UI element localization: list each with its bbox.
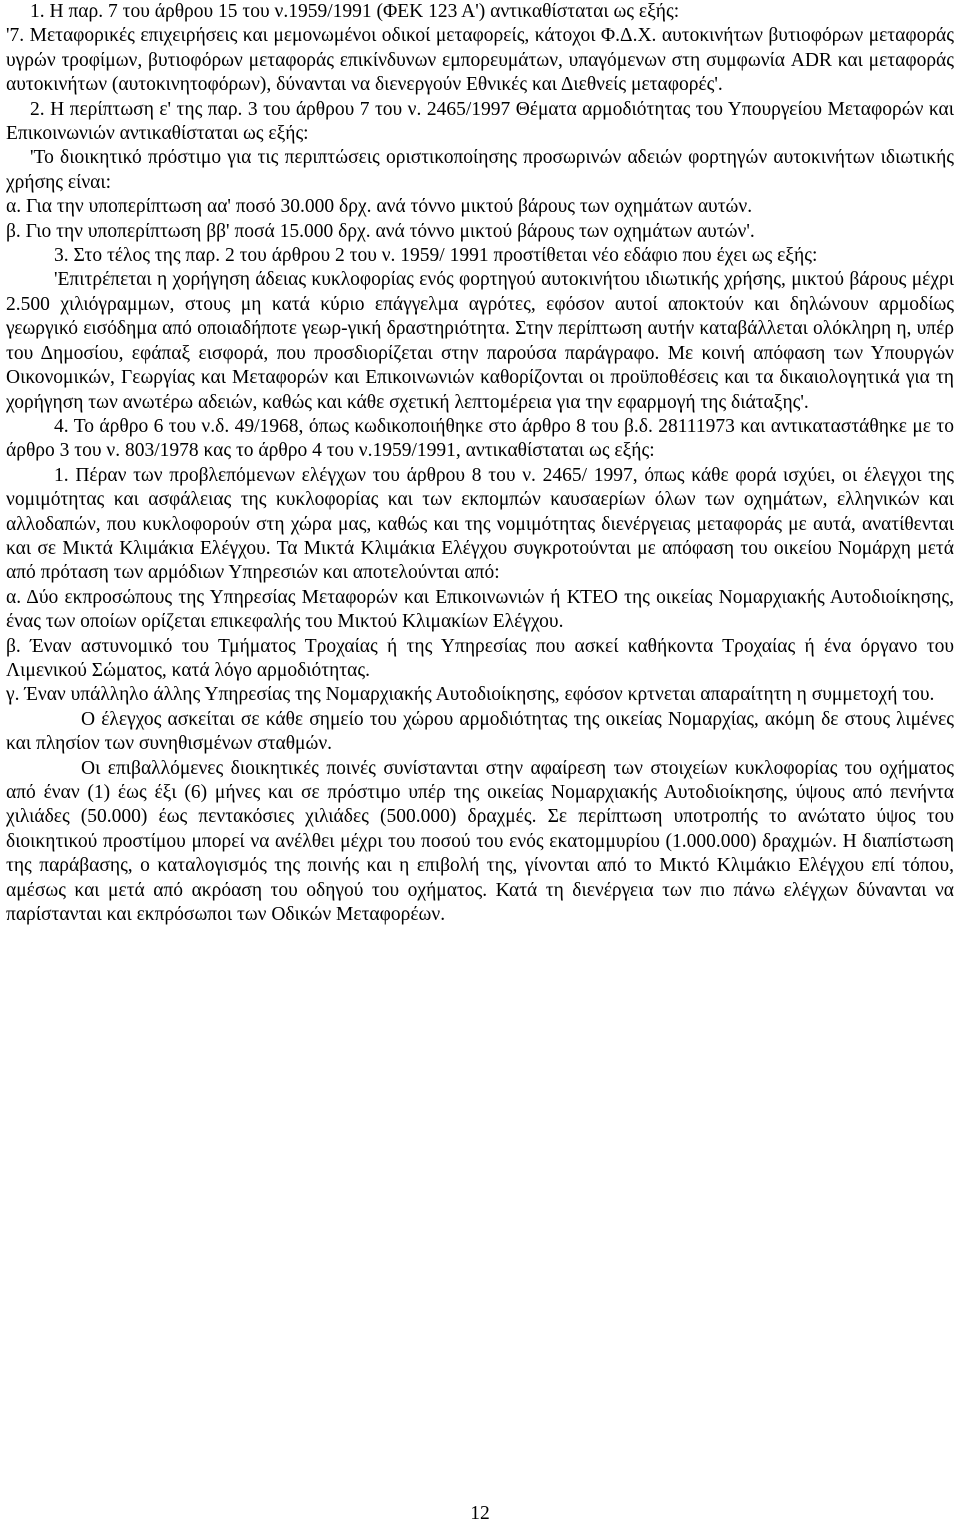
paragraph-fine-a: α. Για την υποπερίπτωση αα' ποσό 30.000 δρχ. ανά τόννο μικτού βάρους των οχημάτων αυτών.: [6, 196, 753, 218]
paragraph-amendment-1: 1. Η παρ. 7 του άρθρου 15 του ν.1959/1991 (ΦΕΚ 123 Α') αντικαθίσταται ως εξής:: [30, 1, 680, 22]
paragraph-amendment-3: 3. Στο τέλος της παρ. 2 του άρθρου 2 του ν. 1959/ 1991 προστίθεται νέο εδάφιο που έχει ως εξής:: [54, 245, 818, 267]
paragraph-quoted-7: '7. Μεταφορικές επιχειρήσεις και μεμονωμένοι οδικοί μεταφορείς, κάτοχοι Φ.Δ.Χ. αυτοκινήτων βυτιοφόρων μεταφοράς υγρών τροφίμων, βυτιοφόρων μεταφοράς επικίνδυνων εμπορευμάτων, υπαγόμενων στη συμφωνία ADR και μεταφοράς αυτοκινήτων (αυτοκινητοφόρων), δύνανται να διενεργούν Εθνικές και Διεθνείς μεταφορές'.: [6, 25, 954, 96]
paragraph-control-area: Ο έλεγχος ασκείται σε κάθε σημείο του χώρου αρμοδιότητας της οικείας Νομαρχίας, ακόμη δε στους λιμένες και πλησίον των συνηθισμένων σταθμών.: [6, 708, 954, 755]
paragraph-control-b: β. Έναν αστυνομικό του Τμήματος Τροχαίας ή της Υπηρεσίας που ασκεί καθήκοντα Τροχαίας ή ένα όργανο του Λιμενικού Σώματος, κατά λόγο αρμοδιότητας.: [6, 635, 954, 681]
paragraph-control-c: γ. Έναν υπάλληλο άλλης Υπηρεσίας της Νομαρχιακής Αυτοδιοίκησης, εφόσον κρτνεται απαραίτητη η συμμετοχή του.: [6, 684, 935, 706]
page-number: 12: [470, 1503, 490, 1524]
document-body: [6, 0, 954, 927]
paragraph-control-1: 1. Πέραν των προβλεπόμενων ελέγχων του άρθρου 8 του ν. 2465/ 1997, όπως κάθε φορά ισχύει, οι έλεγχοι της νομιμότητας και ασφάλειας της κυκλοφορίας και των εκπομπών καυσαερίων όλων των οχημάτων, ελληνικών και αλλοδαπών, που κυκλοφορούν στη χώρα μας, καθώς και της νομιμότητας διενέργειας μεταφοράς με αυτά, ανατίθενται και σε Μικτά Κλιμάκια Ελέγχου. Τα Μικτά Κλιμάκια Ελέγχου συγκροτούνται με απόφαση του οικείου Νομάρχη μετά από πρόταση των αρμόδιων Υπηρεσιών και αποτελούνται από:: [6, 464, 954, 584]
paragraph-penalties: Οι επιβαλλόμενες διοικητικές ποινές συνίστανται στην αφαίρεση των στοιχείων κυκλοφορίας του οχήματος από έναν (1) έως έξι (6) μήνες και σε πρόστιμο υπέρ της οικείας Νομαρχιακής Αυτοδιοίκησης, ύψους από πενήντα χιλιάδες (50.000) έως πεντακόσιες χιλιάδες (500.000) δραχμές. Σε περίπτωση υποτροπής το ανώτατο ύψος του διοικητικού προστίμου μπορεί να ανέλθει μέχρι του ποσού του ενός εκατομμυρίου (1.000.000) δραχμών. Η διαπίστωση της παράβασης, ο καταλογισμός της ποινής και η επιβολή της, γίνονται από το Μικτό Κλιμάκιο Ελέγχου επί τόπου, αμέσως και μετά από ακρόαση του οδηγού του οχήματος. Κατά τη διενέργεια των πιο πάνω ελέγχων δύνανται να παρίστανται και εκπρόσωποι των Οδικών Μεταφορέων.: [6, 757, 954, 926]
paragraph-amendment-2: 2. Η περίπτωση ε' της παρ. 3 του άρθρου 7 του ν. 2465/1997 Θέματα αρμοδιότητας του Υπουργείου Μεταφορών και Επικοινωνιών αντικαθίσταται ως εξής:: [6, 98, 954, 145]
paragraph-license-text: 'Επιτρέπεται η χορήγηση άδειας κυκλοφορίας ενός φορτηγού αυτοκινήτου ιδιωτικής χρήσης, μικτού βάρους μέχρι 2.500 χιλιόγραμμων, στους μη κατά κύριο επάγγελμα αγρότες, εφόσον αυτοί αποκτούν και δηλώνουν αρμοδίως γεωργικό εισόδημα από οποιαδήποτε γεωρ-γική δραστηριότητα. Στην περίπτωση αυτήν καταβάλλεται ολόκληρη η, υπέρ του Δημοσίου, εφάπαξ εισφορά, που προσδιορίζεται στην παρούσα παράγραφο. Με κοινή απόφαση των Υπουργών Οικονομικών, Γεωργίας και Μεταφορών και Επικοινωνιών καθορίζονται οι προϋποθέσεις και τα δικαιολογητικά για τη χορήγηση των ανωτέρω αδειών, καθώς και κάθε σχετική λεπτομέρεια για την εφαρμογή της διάταξης'.: [6, 269, 954, 413]
paragraph-control-a: α. Δύο εκπροσώπους της Υπηρεσίας Μεταφορών και Επικοινωνιών ή ΚΤΕΟ της οικείας Νομαρχιακής Αυτοδιοίκησης, ένας των οποίων ορίζεται επικεφαλής του Μικτού Κλιμακίων Ελέγχου.: [6, 586, 954, 633]
paragraph-fine-intro: 'Το διοικητικό πρόστιμο για τις περιπτώσεις οριστικοποίησης προσωρινών αδειών φορτηγών αυτοκινήτων ιδιωτικής χρήσης είναι:: [6, 147, 954, 193]
paragraph-fine-b: β. Γιο την υποπερίπτωση ββ' ποσά 15.000 δρχ. ανά τόννο μικτού βάρους των οχημάτων αυτών'.: [6, 220, 755, 242]
paragraph-amendment-4: 4. Το άρθρο 6 του ν.δ. 49/1968, όπως κωδικοποιήθηκε στο άρθρο 8 του β.δ. 28111973 και αντικαταστάθηκε με το άρθρο 3 του ν. 803/1978 κας το άρθρο 4 του ν.1959/1991, αντικαθίσταται ως εξής:: [6, 415, 954, 462]
